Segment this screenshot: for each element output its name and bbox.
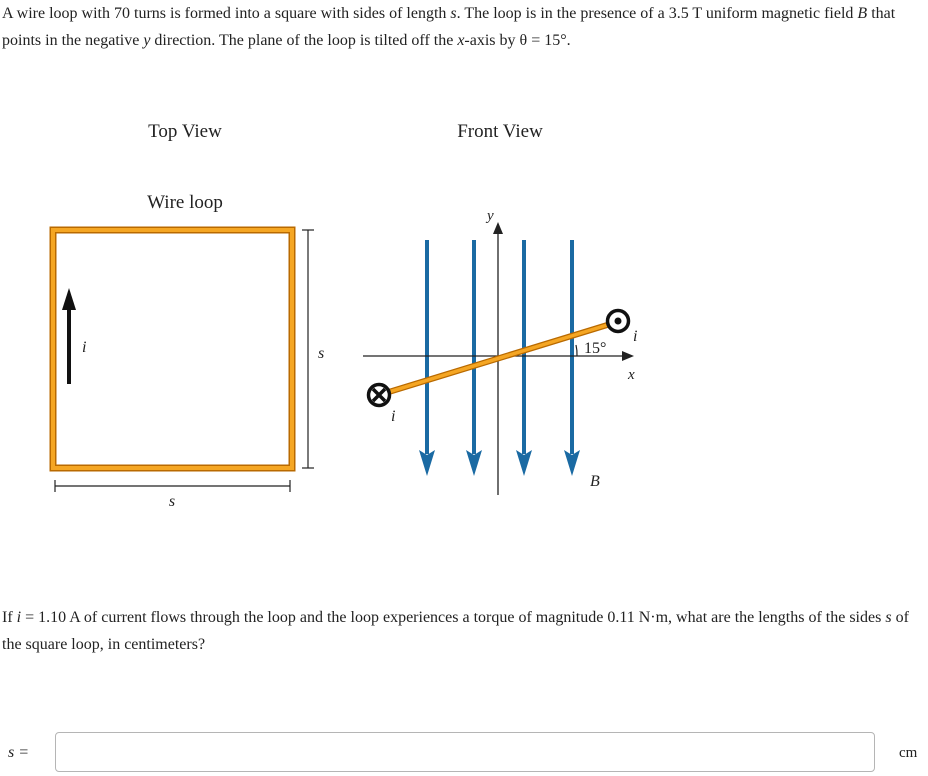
current-label-in: i [391,408,396,425]
y-axis-arrow-icon [493,222,503,234]
side-dimension-right [302,230,314,468]
b-vector-symbol: B [857,5,868,22]
side-label-right: s [318,345,325,362]
problem-statement: A wire loop with 70 turns is formed into a square with sides of length s. The loop is in the presence of a 3.5 T uniform magnetic field B that points in the negative y direction. The plane of the loop is tilted off the x-axis by θ = 15°. [2,0,926,54]
angle-arc [576,345,577,356]
angle-label: 15° [584,340,607,357]
answer-label: s = [8,744,30,761]
field-arrow-2 [466,240,482,476]
field-arrow-3 [516,240,532,476]
field-arrow-1 [419,240,435,476]
answer-input[interactable] [55,732,875,772]
square-wire-loop [53,230,292,468]
question-text: If i = 1.10 A of current flows through the loop and the loop experiences a torque of magnitude 0.11 N·m, what are the lengths of the sides s of the square loop, in centimeters? [2,609,909,653]
y-axis-label: y [487,208,494,224]
field-label: B [590,473,600,490]
current-into-page-icon [369,385,390,406]
wire-loop-diagram [0,100,928,520]
answer-unit: cm [899,745,918,761]
current-out-of-page-icon [608,311,629,332]
side-label-bottom: s [168,493,176,510]
side-dimension-bottom [55,480,290,492]
field-arrow-4 [564,240,580,476]
current-label-top: i [82,339,87,356]
current-label-out: i [633,328,638,345]
front-view-title: Front View [457,121,543,142]
theta-expression: θ = 15° [519,32,567,49]
x-axis-arrow-icon [622,351,634,361]
wire-loop-label: Wire loop [147,192,223,213]
top-view-title: Top View [148,121,222,142]
s-symbol: s [450,5,457,22]
current-arrow-head-icon [62,288,76,310]
x-axis-label: x [628,367,635,383]
